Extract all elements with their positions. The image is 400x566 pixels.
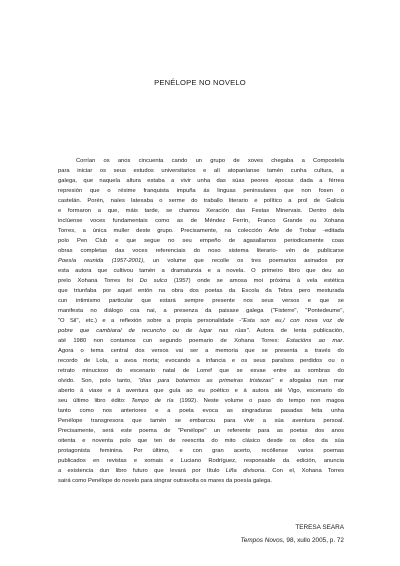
body-line: que triunfaba por aquel entón na obra dos poetas da Escola da Tebra pero mesturada: [58, 288, 344, 294]
body-line: represión que o réxime franquista impuña ás linguas peninsulares que non fosen o: [58, 188, 344, 194]
body-line: Corrían os anos cincuenta cando un grupo de xoves chegaba a Compostela: [76, 158, 344, 164]
body-line: e formaron a que, máis tarde, se chamou Xeración das Festas Minervais. Dentro dela: [58, 208, 344, 214]
body-line: recordo de Lola, a avoa morta; evocando a infancia e os seus paraísos perdidos ou o: [58, 358, 344, 364]
body-line: castelán. Porén, naíes latexaba o xerme do traballo literario e político a prol de Galicia: [58, 198, 344, 204]
body-line: publicados en revistas e xornais e Luciano Rodríguez, responsable da edición, anuncia: [58, 458, 344, 464]
body-line: Penélope transgresora que tamén se embarcou para vivir a súa aventura persoal.: [58, 418, 344, 424]
body-line: tanto como nos anteriores e a poeta evoca as singraduras pasadas feita unha: [58, 408, 344, 414]
body-line: Torres, a única muller deste grupo. Precisamente, na colección Arte de Trobar -editada: [58, 228, 344, 234]
body-line: pobre que cambiara/ de recuncho ou de lugar nas rúas". Autora de lenta publicación,: [58, 328, 344, 334]
body-line: olvido. Son, polo tanto, "días para botarmos as primeiras tristezas" e afogalas nun mar: [58, 378, 345, 384]
source-citation: Tempos Novos, 98, xullo 2005, p. 72: [240, 537, 344, 544]
body-line: até 1980 non contamos cun segundo poemario de Xohana Torres: Estacións ao mar.: [58, 338, 344, 344]
body-line: a existencia dun libro futuro que levará por título Liña divisoria. Con el, Xohana Torres: [58, 468, 344, 474]
body-line: seu último libro édito: Tempo de ría (1992). Neste volume o paso do tempo non magoa: [58, 398, 344, 404]
body-line: retrato minucioso do escenario natal de Lorref que se esvae entre as sombras do: [58, 368, 344, 374]
body-line: protagonista feminina. Por último, e con gran acerto, recóllense varios poemas: [58, 448, 344, 454]
body-line: prelo Xohana Torres foi Do sulco (1957) onde se amosa moi próxima á vela estética: [58, 278, 344, 284]
body-line: sairá como Penélope do novelo para singrar outravolta os mares da poesía galega.: [58, 478, 272, 484]
body-line: Agora o tema central dos versos vai ser a memoria que se presenta a través do: [58, 348, 344, 354]
article-title: PENÉLOPE NO NOVELO: [154, 78, 246, 87]
body-line: inclúense voces fundamentais como as de Méndez Ferrín, Franco Grande ou Xohana: [58, 218, 344, 224]
body-line: para iniciar os seus estudos universitarios e alí atopaníanse tamén cunha cultura, a: [58, 168, 344, 174]
author-signature: TERESA SEARA: [295, 524, 344, 531]
body-line: cun intimismo particular que estará sempre presente nos seus versos e que se: [58, 298, 344, 304]
body-line: manifesta no diálogo coa nai, a presenza da paisaxe galega ("Fisterre", "Pontedeume",: [58, 308, 344, 314]
body-line: galega, que naquela altura estaba a vivir unha das súas peores épocas dada a férrea: [58, 178, 344, 184]
body-line: Precisamente, será este poema de "Penélope" un referente para as poetas dos anos: [58, 428, 344, 434]
body-line: "O Sil", etc.) e a reflexión sobre a propia personalidade -"Esta son eu,/ con nova voz de: [58, 318, 344, 324]
body-line: esta autora que cultivou tamén a dramaturxia e a novela. O primeiro libro que deu ao: [58, 268, 344, 274]
body-line: oitenta e noventa polo que ten de reescrita do mito clásico desde os ollos da súa: [58, 438, 344, 444]
body-line: polo Pen Club e que segue no seu empeño de agasallarnos periodicamente coas: [58, 238, 344, 244]
body-line: aberto á viaxe e á aventura que guía ao eu poético e á autora até Vigo, escenario do: [58, 388, 344, 394]
body-line: Poesía reunida (1957-2001), un volume que recolle os tres poemarios asinados por: [58, 258, 344, 264]
article-body: [58, 156, 344, 486]
body-line: obras completas das voces referenciais do noso sistema literario- vén de publicarse: [58, 248, 344, 254]
